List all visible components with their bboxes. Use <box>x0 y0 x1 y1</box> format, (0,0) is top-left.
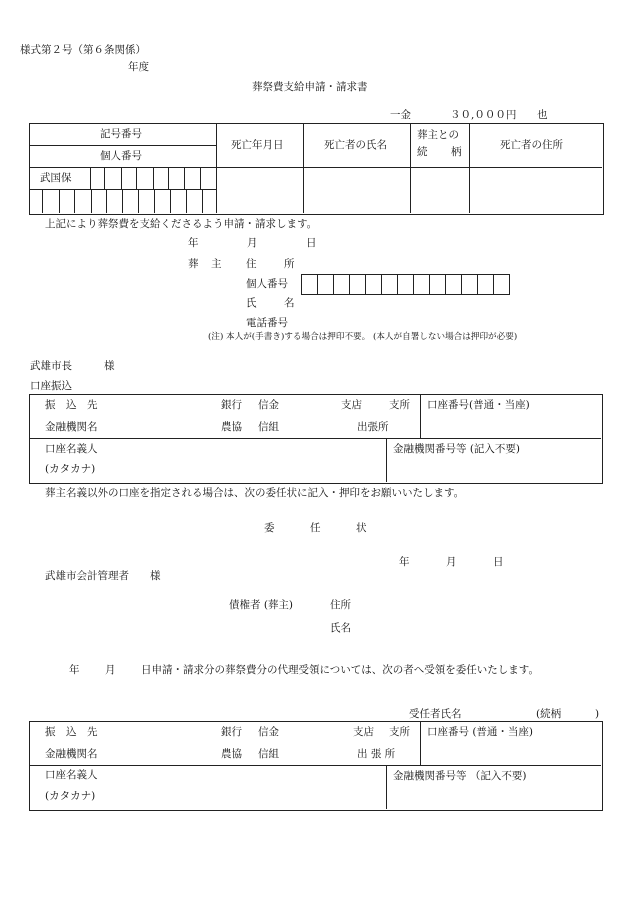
applicant-personal-number-cells[interactable] <box>301 274 510 295</box>
table-divider <box>386 765 387 809</box>
personal-number-cells[interactable] <box>29 189 216 213</box>
table-divider <box>420 721 421 765</box>
date-day: 日 <box>306 237 317 249</box>
mayor-label: 武雄市長 <box>30 360 72 372</box>
relationship-label: (続柄 <box>536 708 562 720</box>
insurance-number-cells[interactable] <box>90 167 216 189</box>
institution-name-label-2: 金融機関名 <box>45 748 98 760</box>
katakana-label-2: (カタカナ) <box>45 790 96 802</box>
creditor-address-label: 住所 <box>330 599 351 611</box>
address-label-2: 所 <box>284 258 295 270</box>
relation-header-1: 葬主との <box>417 129 459 141</box>
table-divider <box>469 123 470 213</box>
accountant-honorific: 様 <box>150 570 161 582</box>
table-divider <box>29 438 601 439</box>
deceased-address-header: 死亡者の住所 <box>500 139 563 151</box>
amount-suffix: 也 <box>537 109 548 121</box>
credit-union-label-2: 信組 <box>258 748 279 760</box>
entrust-statement: 日申請・請求分の葬祭費分の代理受領については、次の者へ受領を委任いたします。 <box>141 664 539 676</box>
fiscal-year-label: 年度 <box>128 61 149 73</box>
phone-label: 電話番号 <box>246 317 288 329</box>
credit-union-label: 信組 <box>258 421 279 433</box>
symbol-number-header: 記号番号 <box>100 128 142 140</box>
account-number-label: 口座番号(普通・当座) <box>427 399 530 411</box>
institution-name-label: 金融機関名 <box>45 421 98 433</box>
transfer-destination-label: 振 込 先 <box>45 399 98 411</box>
branch-office-label-2: 出 張 所 <box>357 748 396 760</box>
chief-mourner-label-2: 主 <box>211 258 222 270</box>
attorney-date-day: 日 <box>493 556 504 568</box>
date-year: 年 <box>188 237 199 249</box>
accountant-label: 武雄市会計管理者 <box>45 570 129 582</box>
creditor-label: 債権者 (葬主) <box>229 599 294 611</box>
table-divider <box>420 394 421 438</box>
table-divider <box>29 765 601 766</box>
deceased-name-header: 死亡者の氏名 <box>324 139 387 151</box>
table-divider <box>29 145 216 146</box>
account-holder-label: 口座名義人 <box>45 443 98 455</box>
seal-note: (注) 本人が(手書き)する場合は押印不要。 (本人が自署しない場合は押印が必要) <box>208 332 518 342</box>
agri-coop-label-2: 農協 <box>221 748 242 760</box>
sub-branch-label-2: 支所 <box>389 726 410 738</box>
application-statement: 上記により葬祭費を支給くださるよう申請・請求します。 <box>45 218 318 230</box>
date-month: 月 <box>247 237 258 249</box>
proxy-instruction: 葬主名義以外の口座を指定される場合は、次の委任状に記入・押印をお願いいたします。 <box>45 487 465 499</box>
katakana-label: (カタカナ) <box>45 463 96 475</box>
relationship-close: ) <box>595 708 600 720</box>
table-divider <box>410 123 411 213</box>
attorney-title-3: 状 <box>356 522 367 534</box>
form-number: 様式第２号（第６条関係） <box>20 44 146 56</box>
mayor-honorific: 様 <box>104 360 115 372</box>
amount-value: ３０,０００円 <box>450 109 517 121</box>
attorney-title-1: 委 <box>264 522 275 534</box>
amount-prefix: 一金 <box>390 109 411 121</box>
table-divider <box>303 123 304 213</box>
relation-header-2a: 続 <box>417 146 428 158</box>
entrust-year: 年 <box>69 664 80 676</box>
entrust-month: 月 <box>105 664 116 676</box>
account-transfer-label: 口座振込 <box>30 380 72 392</box>
takeo-kokuho-label: 武国保 <box>40 172 72 184</box>
attorney-date-month: 月 <box>446 556 457 568</box>
proxy-name-label: 受任者氏名 <box>409 708 462 720</box>
shinkin-label-2: 信金 <box>258 726 279 738</box>
agri-coop-label: 農協 <box>221 421 242 433</box>
transfer-destination-label-2: 振 込 先 <box>45 726 98 738</box>
bank-label: 銀行 <box>221 399 242 411</box>
branch-label-2: 支店 <box>353 726 374 738</box>
relation-header-2b: 柄 <box>451 146 462 158</box>
branch-label: 支店 <box>341 399 362 411</box>
applicant-personal-number-label: 個人番号 <box>246 278 288 290</box>
account-holder-label-2: 口座名義人 <box>45 769 98 781</box>
table-divider <box>216 123 217 213</box>
name-label-2: 名 <box>284 297 295 309</box>
attorney-date-year: 年 <box>399 556 410 568</box>
personal-number-header: 個人番号 <box>100 150 142 162</box>
shinkin-label: 信金 <box>258 399 279 411</box>
bank-label-2: 銀行 <box>221 726 242 738</box>
institution-code-label: 金融機関番号等 (記入不要) <box>393 443 521 455</box>
table-divider <box>386 438 387 482</box>
branch-office-label: 出張所 <box>357 421 389 433</box>
name-label-1: 氏 <box>246 297 257 309</box>
institution-code-label-2: 金融機関番号等 （記入不要) <box>393 770 527 782</box>
chief-mourner-label-1: 葬 <box>188 258 199 270</box>
address-label-1: 住 <box>246 258 257 270</box>
attorney-title-2: 任 <box>310 522 321 534</box>
form-title: 葬祭費支給申請・請求書 <box>252 81 368 93</box>
creditor-name-label: 氏名 <box>330 622 351 634</box>
sub-branch-label: 支所 <box>389 399 410 411</box>
death-date-header: 死亡年月日 <box>231 139 284 151</box>
account-number-label-2: 口座番号 (普通・当座) <box>427 726 534 738</box>
